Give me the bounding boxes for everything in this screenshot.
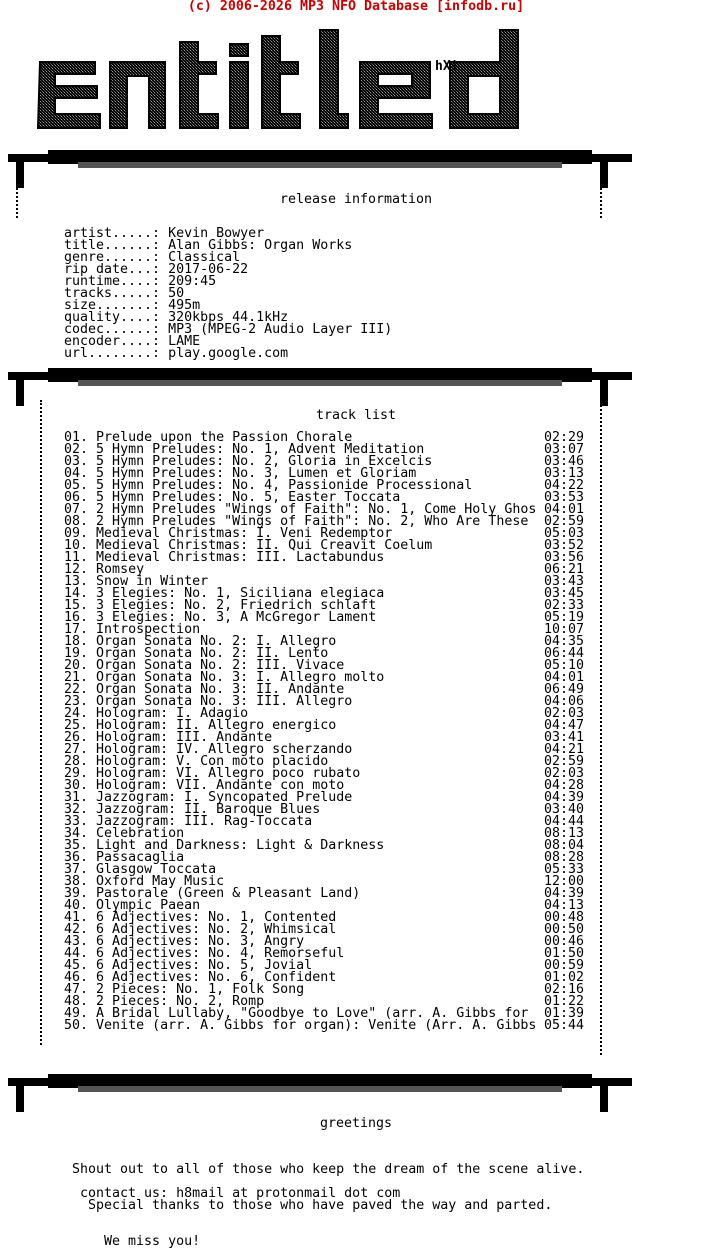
release-field-row (64, 348, 392, 360)
track-duration: 01:22 (544, 994, 585, 1009)
greeting-line-2: Special thanks to those who have paved the way and parted. (72, 1198, 553, 1213)
track-name: Hologram: V. Con moto placido (96, 754, 329, 769)
track-name: 6 Adjectives: No. 5, Jovial (96, 958, 313, 973)
track-duration: 03:07 (544, 442, 585, 457)
track-duration: 05:19 (544, 610, 585, 625)
track-number: 13. (64, 574, 89, 589)
track-duration: 04:35 (544, 634, 585, 649)
track-name: 3 Elegies: No. 2, Friedrich schlaft (96, 598, 377, 613)
track-duration: 04:21 (544, 742, 585, 757)
track-duration: 00:46 (544, 934, 585, 949)
track-name: Hologram: VI. Allegro poco rubato (96, 766, 361, 781)
track-number: 05. (64, 478, 89, 493)
track-name: Olympic Paean (96, 898, 201, 913)
release-field-value: Kevin Bowyer (168, 226, 265, 241)
track-list (64, 432, 594, 1032)
track-duration: 01:50 (544, 946, 585, 961)
release-field-value: Classical (168, 250, 241, 265)
greeting-line-1: Shout out to all of those who keep the dream of the scene alive. (72, 1162, 585, 1177)
track-number: 43. (64, 934, 89, 949)
track-name: 6 Adjectives: No. 6, Confident (96, 970, 337, 985)
track-duration: 04:39 (544, 790, 585, 805)
track-name: Organ Sonata No. 3: II. Andante (96, 682, 345, 697)
track-number: 47. (64, 982, 89, 997)
track-name: Prelude upon the Passion Chorale (96, 430, 353, 445)
track-name: Hologram: I. Adagio (96, 706, 249, 721)
track-name: 2 Hymn Preludes "Wings of Faith": No. 2, Who Are These (96, 514, 529, 529)
track-name: 2 Pieces: No. 2, Romp (96, 994, 265, 1009)
track-name: Organ Sonata No. 3: III. Allegro (96, 694, 353, 709)
track-name: 5 Hymn Preludes: No. 5, Easter Toccata (96, 490, 401, 505)
greeting-line-3: We miss you! (72, 1234, 201, 1249)
release-field-value: 50 (168, 286, 185, 301)
track-number: 02. (64, 442, 89, 457)
track-name: Medieval Christmas: I. Veni Redemptor (96, 526, 393, 541)
right-border-2 (600, 400, 610, 1055)
track-name: Oxford May Music (96, 874, 225, 889)
track-number: 40. (64, 898, 89, 913)
track-duration: 02:03 (544, 706, 585, 721)
track-number: 25. (64, 718, 89, 733)
release-field-key: quality....: (64, 310, 161, 325)
track-duration: 02:33 (544, 598, 585, 613)
track-duration: 08:13 (544, 826, 585, 841)
track-number: 09. (64, 526, 89, 541)
track-number: 33. (64, 814, 89, 829)
track-number: 31. (64, 790, 89, 805)
track-number: 30. (64, 778, 89, 793)
release-field-key: tracks.....: (64, 286, 161, 301)
track-duration: 05:10 (544, 658, 585, 673)
track-name: 5 Hymn Preludes: No. 1, Advent Meditation (96, 442, 425, 457)
track-duration: 04:28 (544, 778, 585, 793)
greetings-title: greetings (319, 1116, 393, 1131)
track-number: 20. (64, 658, 89, 673)
track-number: 49. (64, 1006, 89, 1021)
track-name: Hologram: IV. Allegro scherzando (96, 742, 353, 757)
track-name: A Bridal Lullaby, "Goodbye to Love" (arr. A. Gibbs for (96, 1006, 529, 1021)
release-field-value: 495m (168, 298, 201, 313)
track-duration: 05:33 (544, 862, 585, 877)
track-number: 50. (64, 1018, 89, 1033)
track-duration: 04:13 (544, 898, 585, 913)
track-name: 5 Hymn Preludes: No. 3, Lumen et Gloriam (96, 466, 417, 481)
track-name: Light and Darkness: Light & Darkness (96, 838, 385, 853)
track-duration: 03:45 (544, 586, 585, 601)
track-duration: 04:39 (544, 886, 585, 901)
track-name: Glasgow Toccata (96, 862, 217, 877)
track-name: Hologram: III. Andante (96, 730, 273, 745)
track-list-title: track list (315, 408, 397, 423)
track-duration: 04:06 (544, 694, 585, 709)
track-duration: 08:04 (544, 838, 585, 853)
track-duration: 06:49 (544, 682, 585, 697)
track-duration: 10:07 (544, 622, 585, 637)
release-field-value: 209:45 (168, 274, 217, 289)
track-duration: 00:50 (544, 922, 585, 937)
track-name: Jazzogram: III. Rag-Toccata (96, 814, 313, 829)
release-field-key: rip date...: (64, 262, 161, 277)
track-name: Celebration (96, 826, 185, 841)
track-number: 14. (64, 586, 89, 601)
track-name: Organ Sonata No. 2: II. Lento (96, 646, 329, 661)
track-name: 6 Adjectives: No. 4, Remorseful (96, 946, 345, 961)
track-duration: 04:47 (544, 718, 585, 733)
release-field-value: MP3 (MPEG-2 Audio Layer III) (168, 322, 393, 337)
release-information-title: release information (279, 192, 433, 207)
track-number: 03. (64, 454, 89, 469)
section-divider-3 (8, 1072, 632, 1112)
track-duration: 04:44 (544, 814, 585, 829)
track-duration: 02:16 (544, 982, 585, 997)
track-duration: 04:01 (544, 670, 585, 685)
track-name: 5 Hymn Preludes: No. 2, Gloria in Excelcis (96, 454, 433, 469)
track-number: 16. (64, 610, 89, 625)
section-divider-2 (8, 366, 632, 406)
track-number: 45. (64, 958, 89, 973)
track-duration: 05:44 (544, 1018, 585, 1033)
database-header-line: (c) 2006-2026 MP3 NFO Database [infodb.ru] (187, 0, 525, 14)
track-duration: 06:44 (544, 646, 585, 661)
track-duration: 03:53 (544, 490, 585, 505)
track-duration: 03:52 (544, 538, 585, 553)
track-name: 6 Adjectives: No. 3, Angry (96, 934, 305, 949)
release-field-key: runtime....: (64, 274, 161, 289)
release-field-key: encoder....: (64, 334, 161, 349)
track-duration: 03:13 (544, 466, 585, 481)
track-duration: 03:46 (544, 454, 585, 469)
track-name: Pastorale (Green & Pleasant Land) (96, 886, 361, 901)
track-number: 06. (64, 490, 89, 505)
track-duration: 01:02 (544, 970, 585, 985)
track-name: Jazzogram: II. Baroque Blues (96, 802, 321, 817)
release-field-value: play.google.com (168, 346, 289, 361)
track-name: 5 Hymn Preludes: No. 4, Passionide Processional (96, 478, 473, 493)
track-number: 38. (64, 874, 89, 889)
track-number: 28. (64, 754, 89, 769)
track-number: 27. (64, 742, 89, 757)
track-name: Medieval Christmas: III. Lactabundus (96, 550, 385, 565)
logo-tag: hX! (435, 59, 459, 74)
release-info-block (64, 228, 392, 360)
track-number: 01. (64, 430, 89, 445)
track-duration: 04:01 (544, 502, 585, 517)
release-field-value: Alan Gibbs: Organ Works (168, 238, 353, 253)
track-duration: 00:48 (544, 910, 585, 925)
track-duration: 01:39 (544, 1006, 585, 1021)
track-number: 42. (64, 922, 89, 937)
release-field-key: genre......: (64, 250, 161, 265)
track-duration: 02:03 (544, 766, 585, 781)
track-name: Venite (arr. A. Gibbs for organ): Venite (Arr. A. Gibbs (96, 1018, 537, 1033)
entitled-logo (30, 22, 630, 142)
track-number: 19. (64, 646, 89, 661)
track-duration: 08:28 (544, 850, 585, 865)
track-name: Snow in Winter (96, 574, 209, 589)
track-number: 46. (64, 970, 89, 985)
section-divider-1 (8, 148, 632, 188)
track-number: 39. (64, 886, 89, 901)
track-duration: 02:59 (544, 754, 585, 769)
track-duration: 03:41 (544, 730, 585, 745)
track-number: 37. (64, 862, 89, 877)
track-name: Hologram: VII. Andante con moto (96, 778, 345, 793)
track-name: Hologram: II. Allegro energico (96, 718, 337, 733)
track-duration: 03:56 (544, 550, 585, 565)
track-number: 36. (64, 850, 89, 865)
track-name: Jazzogram: I. Syncopated Prelude (96, 790, 353, 805)
track-name: Organ Sonata No. 2: III. Vivace (96, 658, 345, 673)
track-number: 04. (64, 466, 89, 481)
track-number: 12. (64, 562, 89, 577)
track-number: 21. (64, 670, 89, 685)
left-border-2 (40, 400, 50, 1045)
release-field-key: artist.....: (64, 226, 161, 241)
track-duration: 05:03 (544, 526, 585, 541)
track-duration: 02:29 (544, 430, 585, 445)
track-name: 3 Elegies: No. 3, A McGregor Lament (96, 610, 377, 625)
track-name: 6 Adjectives: No. 2, Whimsical (96, 922, 337, 937)
track-name: Organ Sonata No. 3: I. Allegro molto (96, 670, 385, 685)
track-number: 22. (64, 682, 89, 697)
track-name: 2 Pieces: No. 1, Folk Song (96, 982, 305, 997)
track-number: 18. (64, 634, 89, 649)
release-field-value: LAME (168, 334, 201, 349)
track-name: 2 Hymn Preludes "Wings of Faith": No. 1, Come Holy Ghos (96, 502, 537, 517)
track-number: 24. (64, 706, 89, 721)
track-duration: 12:00 (544, 874, 585, 889)
track-number: 32. (64, 802, 89, 817)
release-field-value: 2017-06-22 (168, 262, 249, 277)
track-duration: 00:59 (544, 958, 585, 973)
track-duration: 03:43 (544, 574, 585, 589)
track-number: 29. (64, 766, 89, 781)
release-field-key: url........: (64, 346, 161, 361)
track-number: 23. (64, 694, 89, 709)
track-duration: 06:21 (544, 562, 585, 577)
track-number: 44. (64, 946, 89, 961)
track-number: 08. (64, 514, 89, 529)
track-name: 6 Adjectives: No. 1, Contented (96, 910, 337, 925)
track-name: Organ Sonata No. 2: I. Allegro (96, 634, 337, 649)
release-field-value: 320kbps 44.1kHz (168, 310, 289, 325)
track-number: 15. (64, 598, 89, 613)
track-number: 48. (64, 994, 89, 1009)
track-number: 26. (64, 730, 89, 745)
track-number: 41. (64, 910, 89, 925)
track-duration: 03:40 (544, 802, 585, 817)
release-field-key: codec......: (64, 322, 161, 337)
track-number: 11. (64, 550, 89, 565)
track-number: 35. (64, 838, 89, 853)
track-duration: 02:59 (544, 514, 585, 529)
track-name: 3 Elegies: No. 1, Siciliana elegiaca (96, 586, 385, 601)
track-duration: 04:22 (544, 478, 585, 493)
release-field-key: title......: (64, 238, 161, 253)
track-name: Romsey (96, 562, 145, 577)
track-name: Medieval Christmas: II. Qui Creavit Coelum (96, 538, 433, 553)
track-number: 34. (64, 826, 89, 841)
track-number: 17. (64, 622, 89, 637)
track-row (64, 1020, 594, 1032)
track-number: 07. (64, 502, 89, 517)
contact-line: contact us: h8mail at protonmail dot com (80, 1186, 401, 1201)
track-number: 10. (64, 538, 89, 553)
track-name: Passacaglia (96, 850, 185, 865)
track-name: Introspection (96, 622, 201, 637)
release-field-key: size.......: (64, 298, 161, 313)
